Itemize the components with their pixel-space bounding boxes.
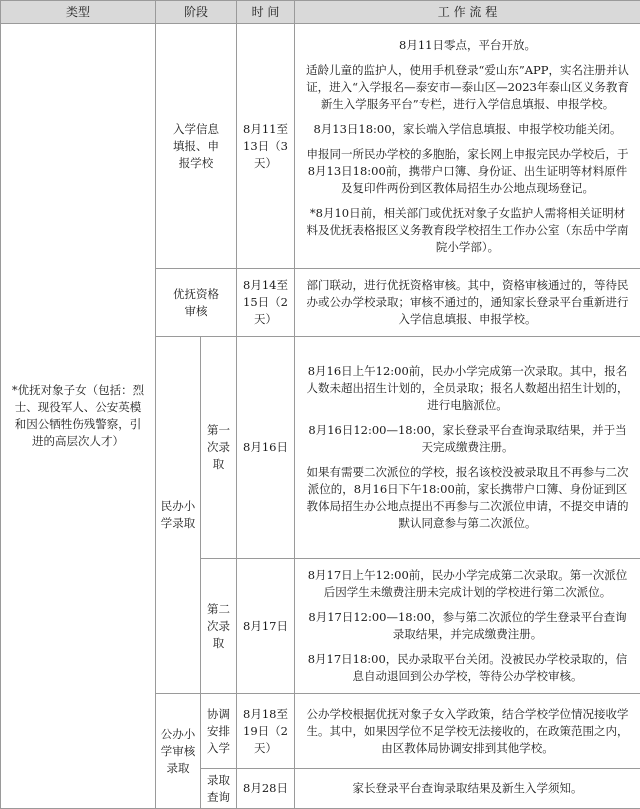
- flow-info: [295, 24, 640, 269]
- flow-query: [295, 769, 640, 809]
- stage-second: 第二次录取: [201, 559, 237, 694]
- stage-coord: 协调安排入学: [201, 694, 237, 769]
- group-public: 公办小学审核录取: [156, 694, 201, 809]
- flow-coord: [295, 694, 640, 769]
- type-cell: *优抚对象子女（包括：烈士、现役军人、公安英模和因公牺牲伤残警察，引进的高层次人才）: [1, 24, 156, 809]
- flow-second-1: 8月17日上午12:00前，民办小学完成第二次录取。第一次派位后因学生未缴费注册未完成计划的学校进行第二次派位。: [305, 567, 630, 601]
- flow-info-2: 适龄儿童的监护人，使用手机登录“爱山东”APP，实名注册并认证，进入“入学报名—泰安市—泰山区—2023年泰山区义务教育新生入学服务平台”专栏，进行入学信息填报、申报学校。: [305, 62, 630, 113]
- flow-info-4: 申报同一所民办学校的多胞胎，家长网上申报完民办学校后，于8月13日18:00前，携带户口簿、身份证、出生证明等材料原件及复印件两份到区教体局招生办公地点现场登记。: [305, 146, 630, 197]
- header-time: 时 间: [237, 1, 295, 24]
- flow-info-5: *8月10日前，相关部门或优抚对象子女监护人需将相关证明材料及优抚表格报区义务教育段学校招生工作办公室（东岳中学南院小学部）。: [305, 205, 630, 256]
- flow-coord-1: 公办学校根据优抚对象子女入学政策，结合学校学位情况接收学生。其中，如果因学位不足学校无法接收的，在政策范围之内，由区教体局协调安排到其他学校。: [305, 706, 630, 757]
- flow-first-1: 8月16日上午12:00前，民办小学完成第一次录取。其中，报名人数未超出招生计划的，全员录取；报名人数超出招生计划的，进行电脑派位。: [305, 363, 630, 414]
- row-info: [1, 24, 640, 269]
- stage-review: 优抚资格审核: [156, 269, 237, 337]
- table-header-row: [1, 1, 640, 24]
- header-stage: 阶段: [156, 1, 237, 24]
- time-review: 8月14至15日（2天）: [237, 269, 295, 337]
- group-private: 民办小学录取: [156, 337, 201, 694]
- stage-info: 入学信息填报、申报学校: [156, 24, 237, 269]
- flow-info-1: 8月11日零点，平台开放。: [305, 37, 630, 54]
- flow-first-3: 如果有需要二次派位的学校，报名该校没被录取且不再参与二次派位的，8月16日下午18:00前，家长携带户口簿、身份证到区教体局招生办公地点提出不再参与二次派位申请，不提交申请的默认同意参与第二次派位。: [305, 464, 630, 532]
- time-query: 8月28日: [237, 769, 295, 809]
- flow-first-2: 8月16日12:00—18:00，家长登录平台查询录取结果，并于当天完成缴费注册。: [305, 422, 630, 456]
- flow-info-3: 8月13日18:00，家长端入学信息填报、申报学校功能关闭。: [305, 121, 630, 138]
- stage-query: 录取查询: [201, 769, 237, 809]
- time-second: 8月17日: [237, 559, 295, 694]
- flow-review: [295, 269, 640, 337]
- time-first: 8月16日: [237, 337, 295, 559]
- stage-first: 第一次录取: [201, 337, 237, 559]
- flow-second-2: 8月17日12:00—18:00，参与第二次派位的学生登录平台查询录取结果，并完成缴费注册。: [305, 609, 630, 643]
- time-coord: 8月18至19日（2天）: [237, 694, 295, 769]
- flow-first: [295, 337, 640, 559]
- flow-review-1: 部门联动，进行优抚资格审核。其中，资格审核通过的，等待民办或公办学校录取；审核不通过的，通知家长登录平台重新进行入学信息填报、申报学校。: [305, 277, 630, 328]
- time-info: 8月11至13日（3天）: [237, 24, 295, 269]
- header-type: 类型: [1, 1, 156, 24]
- header-flow: 工 作 流 程: [295, 1, 640, 24]
- flow-second: [295, 559, 640, 694]
- flow-second-3: 8月17日18:00，民办录取平台关闭。没被民办学校录取的，信息自动退回到公办学校，等待公办学校审核。: [305, 651, 630, 685]
- flow-query-1: 家长登录平台查询录取结果及新生入学须知。: [305, 780, 630, 797]
